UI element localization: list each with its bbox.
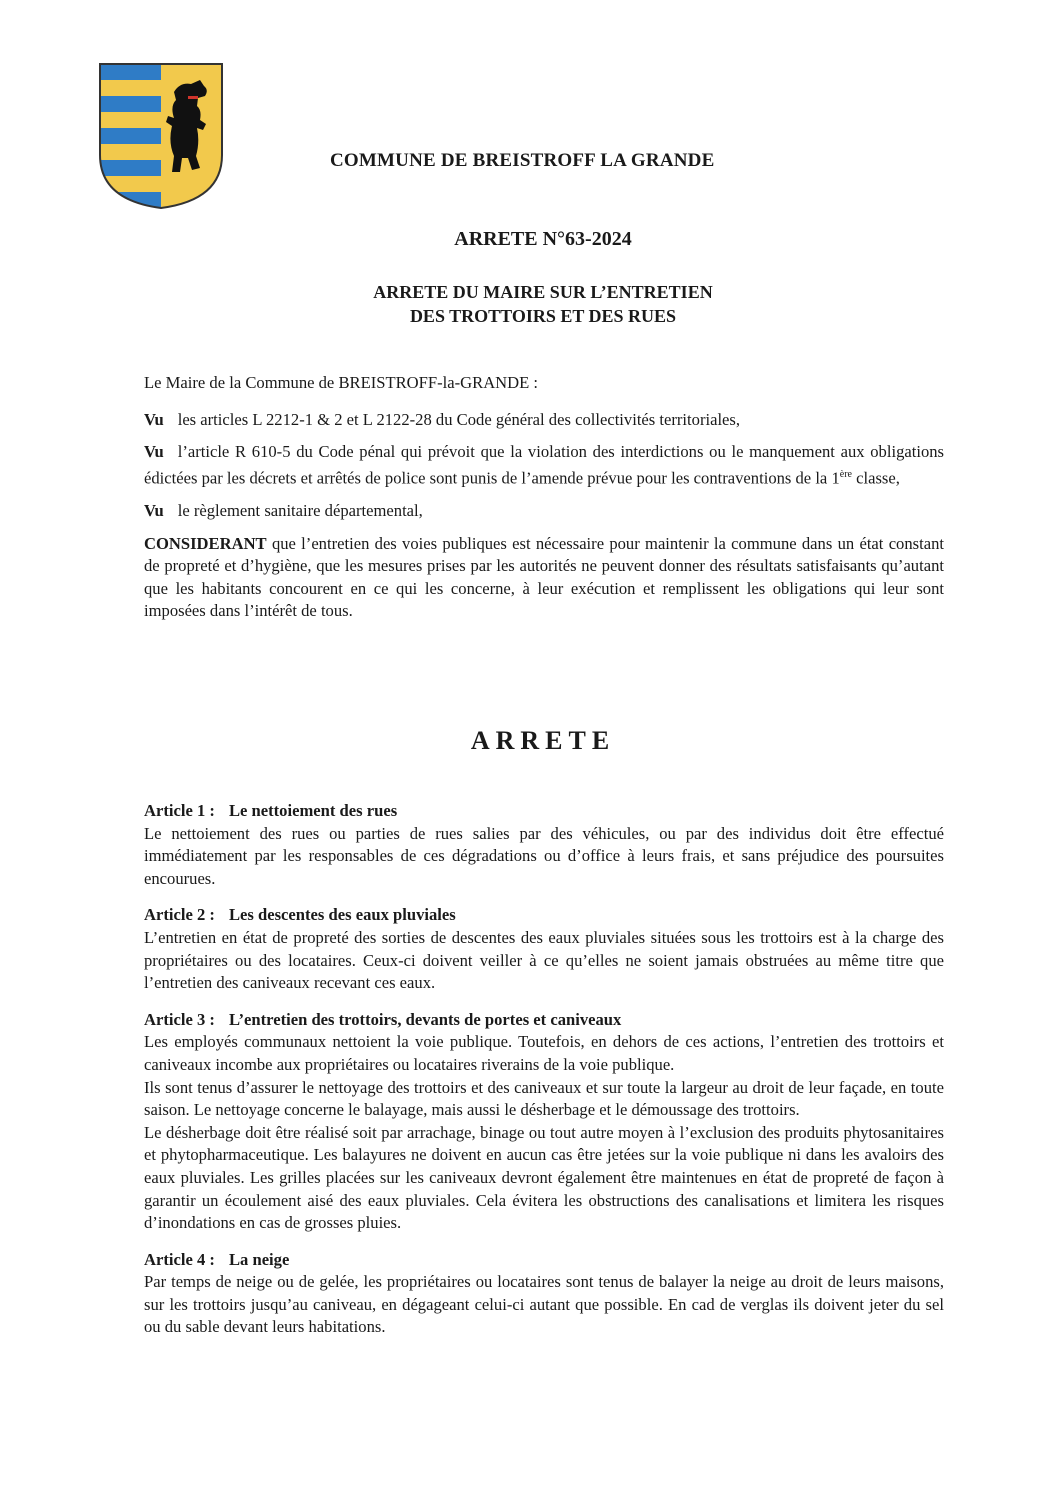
vu-label: Vu [144, 500, 164, 520]
article-number: Article 4 : [144, 1249, 215, 1269]
article-paragraph: Ils sont tenus d’assurer le nettoyage des trottoirs et des caniveaux et sur toute la largeur au droit de leur façade, en toute saison. Le nettoyage concerne le balayage, mais aussi le désherbage et le démoussage des trottoirs. [144, 1077, 944, 1120]
article-number: Article 1 : [144, 801, 215, 820]
vu-text-end: classe, [851, 468, 900, 488]
article-paragraph: Le désherbage doit être réalisé soit par arrachage, binage ou tout autre moyen à l’exclusion des produits phytosanitaires et phytopharmaceutique. Les balayures ne doivent en aucun cas être jetées sur la voie publique ni dans les avaloirs des eaux pluviales. Les grilles placées sur les caniveaux devront également être maintenues en état de propreté de façon à garantir un écoulement aisé des eaux pluviales. Cela évitera les obstructions des canalisations et limitera les risques d’inondations en cas de grosses pluies. [144, 1122, 944, 1233]
article-heading [144, 800, 944, 823]
arrete-title: ARRETE [470, 726, 616, 755]
commune-name: COMMUNE DE BREISTROFF LA GRANDE [330, 150, 715, 171]
vu-text: le règlement sanitaire départemental, [177, 500, 423, 520]
considerant-label: CONSIDERANT [144, 533, 267, 553]
vu-clause-3 [144, 500, 944, 523]
article-title: L’entretien des trottoirs, devants de portes et caniveaux [228, 1009, 622, 1029]
vu-text: les articles L 2212-1 & 2 et L 2122-28 du Code général des collectivités territoriales, [177, 409, 741, 429]
preamble [144, 372, 944, 623]
subtitle-line-2: DES TROTTOIRS ET DES RUES [409, 306, 677, 326]
vu-clause-2 [144, 441, 944, 490]
article-title: Les descentes des eaux pluviales [228, 905, 456, 925]
vu-text: l’article R 610-5 du Code pénal qui prévoit que la violation des interdictions ou le manquement aux obligations édictées par les décrets et arrêtés de police sont punis de l’amende prévue pour les contraventions de la 1 [144, 442, 944, 488]
preamble-intro: Le Maire de la Commune de BREISTROFF-la-GRANDE : [144, 373, 539, 392]
vu-label: Vu [144, 409, 164, 429]
articles-list [144, 800, 944, 1353]
article-heading [144, 904, 944, 927]
article-1 [144, 800, 944, 890]
article-number: Article 3 : [144, 1009, 215, 1029]
vu-superscript: ère [839, 468, 852, 480]
arrete-number: ARRETE N°63-2024 [454, 228, 632, 250]
article-2 [144, 904, 944, 994]
article-3 [144, 1009, 944, 1235]
article-4 [144, 1249, 944, 1339]
article-title: Le nettoiement des rues [228, 801, 398, 820]
article-heading [144, 1009, 944, 1032]
subtitle-line-1: ARRETE DU MAIRE SUR L’ENTRETIEN [373, 282, 713, 302]
considerant-text: que l’entretien des voies publiques est nécessaire pour maintenir la commune dans un état constant de propreté et d’hygiène, que les mesures prises par les autorités ne peuvent donner des résultats satisfaisants qu’autant que les habitants concourent en ce qui les concerne, à leur exécution et remplissent les obligations qui leur sont imposées dans l’intérêt de tous. [144, 533, 944, 621]
considerant-clause [144, 533, 944, 623]
article-number: Article 2 : [144, 905, 215, 925]
coat-of-arms-bear-icon [96, 60, 226, 210]
vu-clause-1 [144, 409, 944, 432]
article-paragraph: L’entretien en état de propreté des sorties de descentes des eaux pluviales situées sous les trottoirs est à la charge des propriétaires ou des locataires. Ceux-ci doivent veiller à ce qu’elles ne soient jamais obstruées au même titre que l’entretien des caniveaux recevant ces eaux. [144, 927, 944, 993]
article-paragraph: Le nettoiement des rues ou parties de rues salies par des véhicules, ou par des individus doit être effectué immédiatement par les responsables de ces dégradations ou d’office à leurs frais, et sans préjudice des poursuites encourues. [144, 823, 944, 888]
article-paragraph: Les employés communaux nettoient la voie publique. Toutefois, en dehors de ces actions, l’entretien des trottoirs et caniveaux incombe aux propriétaires ou locataires riverains de la voie publique. [144, 1032, 944, 1074]
article-paragraph: Par temps de neige ou de gelée, les propriétaires ou locataires sont tenus de balayer la neige au droit de leurs maisons, sur les trottoirs jusqu’au caniveau, en dégageant celui-ci autant que possible. En cad de verglas ils doivent jeter du sel ou du sable devant leurs habitations. [144, 1272, 944, 1337]
article-heading [144, 1249, 944, 1272]
vu-label: Vu [144, 442, 164, 462]
article-title: La neige [228, 1249, 290, 1269]
arrete-subtitle [0, 280, 1058, 328]
